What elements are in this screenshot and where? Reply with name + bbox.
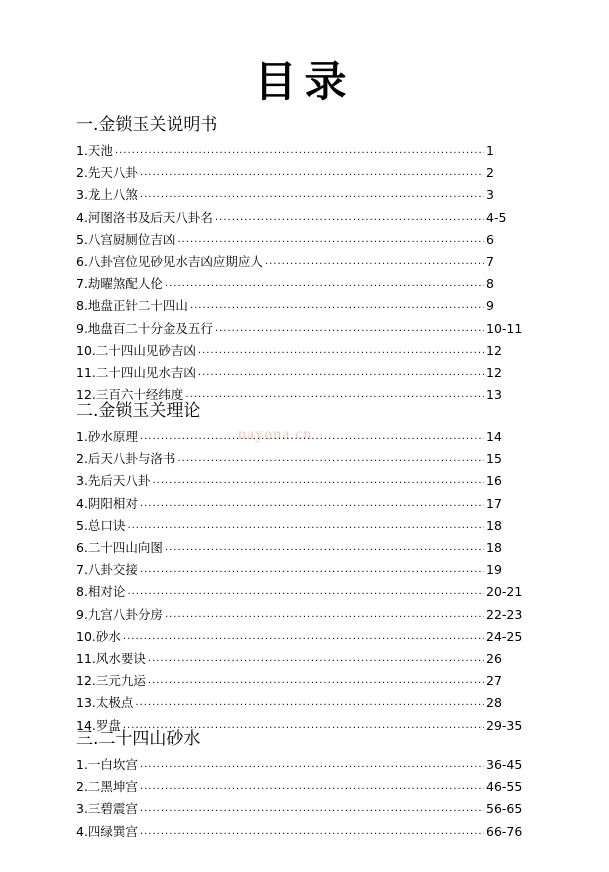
toc-entry — [76, 818, 536, 840]
toc-entry — [76, 359, 536, 381]
toc-entry-label: 4.阴阳相对 — [76, 495, 138, 511]
dot-leader — [123, 629, 484, 645]
toc-entry-page: 9 — [486, 298, 494, 314]
toc-entry-page: 7 — [486, 254, 494, 269]
toc-entry-label: 1.一白坎宫 — [76, 757, 138, 772]
toc-entry — [76, 226, 536, 248]
toc-entry-page: 36-45 — [486, 757, 523, 772]
toc-entry-page: 8 — [486, 276, 494, 292]
toc-entry-page: 27 — [486, 673, 502, 689]
toc-entry — [76, 773, 536, 795]
toc-entry-page: 10-11 — [486, 320, 523, 336]
dot-leader — [148, 651, 484, 667]
dot-leader — [165, 540, 484, 556]
toc-entry — [76, 445, 536, 467]
dot-leader — [140, 824, 484, 840]
toc-entry-label: 12.三百六十经纬度 — [76, 387, 184, 403]
toc-entry-label: 10.二十四山见砂吉凶 — [76, 342, 196, 358]
dot-leader — [165, 276, 484, 292]
section-heading: 三.二十四山砂水 — [76, 729, 201, 749]
toc-entry — [76, 137, 536, 159]
dot-leader — [185, 387, 484, 403]
dot-leader — [215, 321, 484, 337]
toc-entry — [76, 645, 536, 667]
toc-entry-page: 19 — [486, 562, 502, 578]
dot-leader — [140, 801, 484, 817]
toc-entry-page: 16 — [486, 473, 502, 489]
dot-leader — [140, 757, 484, 773]
toc-entry-label: 6.八卦宫位见砂见水吉凶应期应人 — [76, 254, 263, 269]
toc-entry-page: 18 — [486, 540, 502, 555]
toc-entry-label: 11.风水要诀 — [76, 651, 146, 666]
toc-entry-label: 3.龙上八煞 — [76, 187, 138, 203]
toc-entry — [76, 204, 536, 226]
dot-leader — [135, 695, 484, 711]
toc-entry-page: 4-5 — [486, 209, 507, 225]
toc-entry-label: 9.九宫八卦分房 — [76, 606, 163, 622]
toc-entry — [76, 795, 536, 817]
toc-entry-page: 6 — [486, 231, 494, 247]
toc-entry — [76, 248, 536, 270]
toc-entry — [76, 490, 536, 512]
toc-entry — [76, 623, 536, 645]
dot-leader — [140, 496, 484, 512]
dot-leader — [127, 518, 484, 534]
toc-entry-page: 46-55 — [486, 779, 523, 795]
toc-entry — [76, 534, 536, 556]
dot-leader — [265, 254, 484, 270]
toc-entry-page: 1 — [486, 143, 494, 158]
dot-leader — [140, 429, 484, 445]
toc-entry-label: 5.总口诀 — [76, 517, 126, 533]
dot-leader — [215, 210, 484, 226]
toc-entry-page: 3 — [486, 187, 494, 203]
dot-leader — [140, 779, 484, 795]
toc-entry-label: 4.四绿巽宫 — [76, 823, 138, 839]
dot-leader — [177, 232, 484, 248]
toc-entry-page: 20-21 — [486, 584, 523, 600]
toc-entry-page: 26 — [486, 651, 502, 666]
toc-entry-page: 2 — [486, 165, 494, 181]
toc-entry — [76, 181, 536, 203]
toc-entry-page: 12 — [486, 342, 502, 358]
section-heading: 一.金锁玉关说明书 — [76, 115, 218, 135]
toc-entry-label: 1.天池 — [76, 143, 113, 158]
toc-entry — [76, 337, 536, 359]
toc-entry-label: 8.地盘正针二十四山 — [76, 298, 188, 314]
toc-entry-label: 6.二十四山向图 — [76, 540, 163, 555]
toc-entry — [76, 689, 536, 711]
toc-entry-page: 66-76 — [486, 823, 523, 839]
toc-entry-label: 13.太极点 — [76, 695, 134, 711]
toc-entry — [76, 159, 536, 181]
toc-entry-label: 7.劫曜煞配人伦 — [76, 276, 163, 292]
toc-entry-label: 12.三元九运 — [76, 673, 146, 689]
toc-entry-page: 17 — [486, 495, 502, 511]
toc-entry — [76, 292, 536, 314]
toc-entry-page: 14 — [486, 429, 502, 444]
dot-leader — [190, 298, 484, 314]
toc-entry-page: 28 — [486, 695, 502, 711]
toc-entry — [76, 667, 536, 689]
toc-entry-page: 12 — [486, 365, 502, 380]
toc-entry-label: 10.砂水 — [76, 628, 121, 644]
toc-entry — [76, 270, 536, 292]
toc-entry-page: 22-23 — [486, 606, 523, 622]
toc-entry-label: 2.二黑坤宫 — [76, 779, 138, 795]
toc-entry-label: 7.八卦交接 — [76, 562, 138, 578]
dot-leader — [198, 365, 484, 381]
toc-entry — [76, 315, 536, 337]
toc-entry-label: 3.先后天八卦 — [76, 473, 151, 489]
toc-entry — [76, 423, 536, 445]
dot-leader — [148, 673, 484, 689]
dot-leader — [140, 165, 484, 181]
toc-entry — [76, 751, 536, 773]
toc-entry-page: 15 — [486, 451, 502, 467]
toc-entry — [76, 512, 536, 534]
toc-entry-label: 4.河图洛书及后天八卦名 — [76, 209, 213, 225]
page-title: 目录 — [254, 57, 355, 106]
toc-entry — [76, 578, 536, 600]
toc-entry — [76, 556, 536, 578]
toc-entry-label: 2.后天八卦与洛书 — [76, 451, 176, 467]
toc-entry-page: 24-25 — [486, 628, 523, 644]
dot-leader — [165, 607, 484, 623]
dot-leader — [177, 451, 484, 467]
toc-entry-label: 11.二十四山见水吉凶 — [76, 365, 196, 380]
toc-entry-page: 13 — [486, 387, 502, 403]
watermark: nayona.cn — [238, 426, 313, 443]
dot-leader — [115, 143, 484, 159]
toc-entry-label: 14.罗盘 — [76, 717, 121, 733]
dot-leader — [198, 343, 484, 359]
toc-entry — [76, 601, 536, 623]
toc-entry-label: 8.相对论 — [76, 584, 126, 600]
toc-entry — [76, 467, 536, 489]
dot-leader — [152, 473, 484, 489]
section-heading: 二.金锁玉关理论 — [76, 401, 201, 421]
toc-entry-label: 3.三碧震宫 — [76, 801, 138, 817]
toc-entry-label: 9.地盘百二十分金及五行 — [76, 320, 213, 336]
toc-entry-label: 1.砂水原理 — [76, 429, 138, 444]
dot-leader — [140, 187, 484, 203]
toc-entry-page: 56-65 — [486, 801, 523, 817]
toc-entry-page: 29-35 — [486, 717, 523, 733]
toc-entry-page: 18 — [486, 517, 502, 533]
dot-leader — [140, 562, 484, 578]
dot-leader — [127, 584, 484, 600]
toc-entry-label: 5.八宫厨厕位吉凶 — [76, 231, 176, 247]
toc-entry-label: 2.先天八卦 — [76, 165, 138, 181]
